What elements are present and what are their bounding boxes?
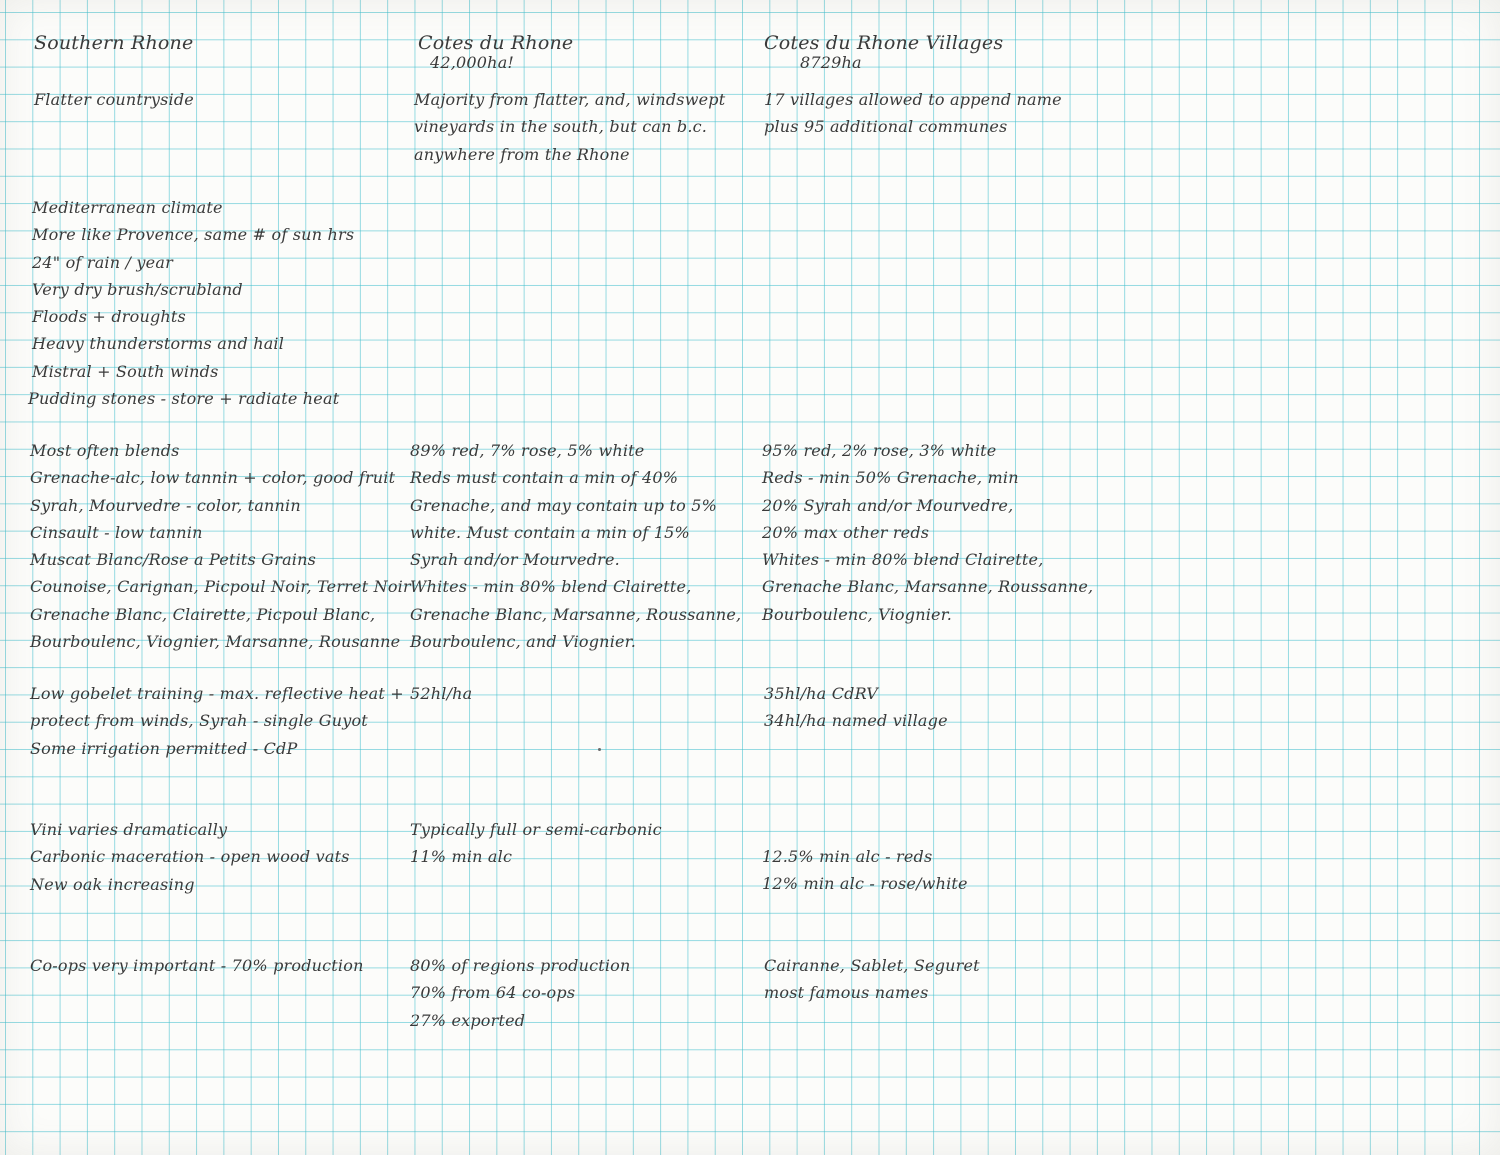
heading-text: Southern Rhone — [34, 32, 194, 54]
note-line: Reds - min 50% Grenache, min — [762, 468, 1019, 488]
section-heading-cdr-villages — [764, 30, 1003, 77]
blend-rules — [762, 437, 1093, 628]
vinification-notes — [30, 816, 350, 898]
section-heading-southern-rhone — [34, 30, 193, 57]
vinification-notes — [410, 816, 662, 871]
famous-villages-notes — [764, 952, 980, 1007]
column-cotes-du-rhone-villages — [760, 0, 1120, 1155]
note-line: Heavy thunderstorms and hail — [32, 334, 285, 354]
terrain-note — [34, 86, 194, 113]
note-line: most famous names — [764, 983, 929, 1003]
note-line: Vini varies dramatically — [30, 820, 228, 839]
note-line: Co-ops very important - 70% production — [30, 956, 364, 975]
note-line: Pudding stones - store + radiate heat — [28, 389, 340, 409]
note-line: Cinsault - low tannin — [30, 522, 203, 542]
note-line: 52hl/ha — [410, 684, 473, 703]
pencil-dot — [598, 748, 601, 751]
note-line: Low gobelet training - max. reflective heat + — [30, 684, 404, 703]
note-line: Bourboulenc, and Viognier. — [410, 632, 637, 652]
note-line: plus 95 additional communes — [764, 117, 1008, 137]
note-line: 20% Syrah and/or Mourvedre, — [762, 495, 1014, 515]
note-line: Grenache Blanc, Marsanne, Roussanne, — [410, 604, 742, 624]
column-cotes-du-rhone — [410, 0, 750, 1155]
note-line: Mistral + South winds — [32, 361, 219, 381]
viticulture-notes — [30, 680, 404, 762]
note-line: Typically full or semi-carbonic — [410, 820, 662, 839]
note-line: 20% max other reds — [762, 522, 930, 542]
note-line: Floods + droughts — [32, 307, 186, 327]
note-line: 70% from 64 co-ops — [410, 983, 576, 1003]
area-text: 8729ha — [800, 53, 862, 73]
column-southern-rhone — [28, 0, 411, 1155]
note-line: 11% min alc — [410, 847, 513, 867]
note-line: 12.5% min alc - reds — [762, 847, 933, 866]
note-line: More like Provence, same # of sun hrs — [32, 225, 355, 245]
note-line: 27% exported — [410, 1010, 526, 1030]
note-line: Some irrigation permitted - CdP — [30, 738, 298, 758]
grape-notes — [30, 437, 411, 655]
note-line: 34hl/ha named village — [764, 711, 948, 731]
note-line: Whites - min 80% blend Clairette, — [410, 577, 692, 597]
yield-notes — [764, 680, 948, 735]
note-line: Very dry brush/scrubland — [32, 279, 243, 299]
note-line: 89% red, 7% rose, 5% white — [410, 441, 645, 460]
note-line: white. Must contain a min of 15% — [410, 522, 690, 542]
note-line: protect from winds, Syrah - single Guyot — [30, 711, 368, 731]
note-line: Grenache Blanc, Marsanne, Roussanne, — [762, 577, 1094, 597]
note-line: Majority from flatter, and, windswept — [414, 90, 726, 109]
origin-notes — [414, 86, 725, 168]
note-line: Carbonic maceration - open wood vats — [30, 847, 350, 867]
note-line: Syrah, Mourvedre - color, tannin — [30, 495, 301, 515]
note-line: Muscat Blanc/Rose a Petits Grains — [30, 550, 317, 570]
note-line: Bourboulenc, Viognier, Marsanne, Rousanne — [30, 632, 401, 652]
note-line: 24" of rain / year — [32, 252, 173, 272]
note-line: Cairanne, Sablet, Seguret — [764, 956, 980, 975]
climate-notes — [28, 194, 355, 412]
coop-notes — [30, 952, 364, 979]
note-line: Most often blends — [30, 441, 180, 460]
note-line: Bourboulenc, Viognier. — [762, 604, 953, 624]
note-line: 80% of regions production — [410, 956, 631, 975]
area-text: 42,000ha! — [430, 53, 515, 73]
note-line: Syrah and/or Mourvedre. — [410, 550, 620, 570]
note-line: Whites - min 80% blend Clairette, — [762, 550, 1044, 570]
note-line: Grenache Blanc, Clairette, Picpoul Blanc, — [30, 604, 376, 624]
note-line: Flatter countryside — [34, 90, 194, 109]
blend-rules — [410, 437, 741, 655]
note-line: 35hl/ha CdRV — [764, 684, 879, 703]
note-line: 95% red, 2% rose, 3% white — [762, 441, 997, 460]
heading-text: Cotes du Rhone — [418, 32, 574, 54]
villages-notes — [764, 86, 1062, 141]
note-line: Grenache-alc, low tannin + color, good fruit — [30, 468, 396, 488]
note-line: Mediterranean climate — [32, 198, 223, 217]
heading-text: Cotes du Rhone Villages — [764, 32, 1004, 54]
note-line: Reds must contain a min of 40% — [410, 468, 679, 488]
section-heading-cotes-du-rhone — [418, 30, 573, 77]
note-line: 12% min alc - rose/white — [762, 874, 968, 894]
yield-notes — [410, 680, 472, 707]
alcohol-notes — [762, 843, 968, 898]
note-line: New oak increasing — [30, 874, 195, 894]
note-line: 17 villages allowed to append name — [764, 90, 1062, 109]
production-notes — [410, 952, 631, 1034]
note-line: Grenache, and may contain up to 5% — [410, 495, 717, 515]
note-line: vineyards in the south, but can b.c. — [414, 117, 708, 137]
note-line: anywhere from the Rhone — [414, 144, 630, 164]
note-line: Counoise, Carignan, Picpoul Noir, Terret Noir — [30, 577, 411, 597]
